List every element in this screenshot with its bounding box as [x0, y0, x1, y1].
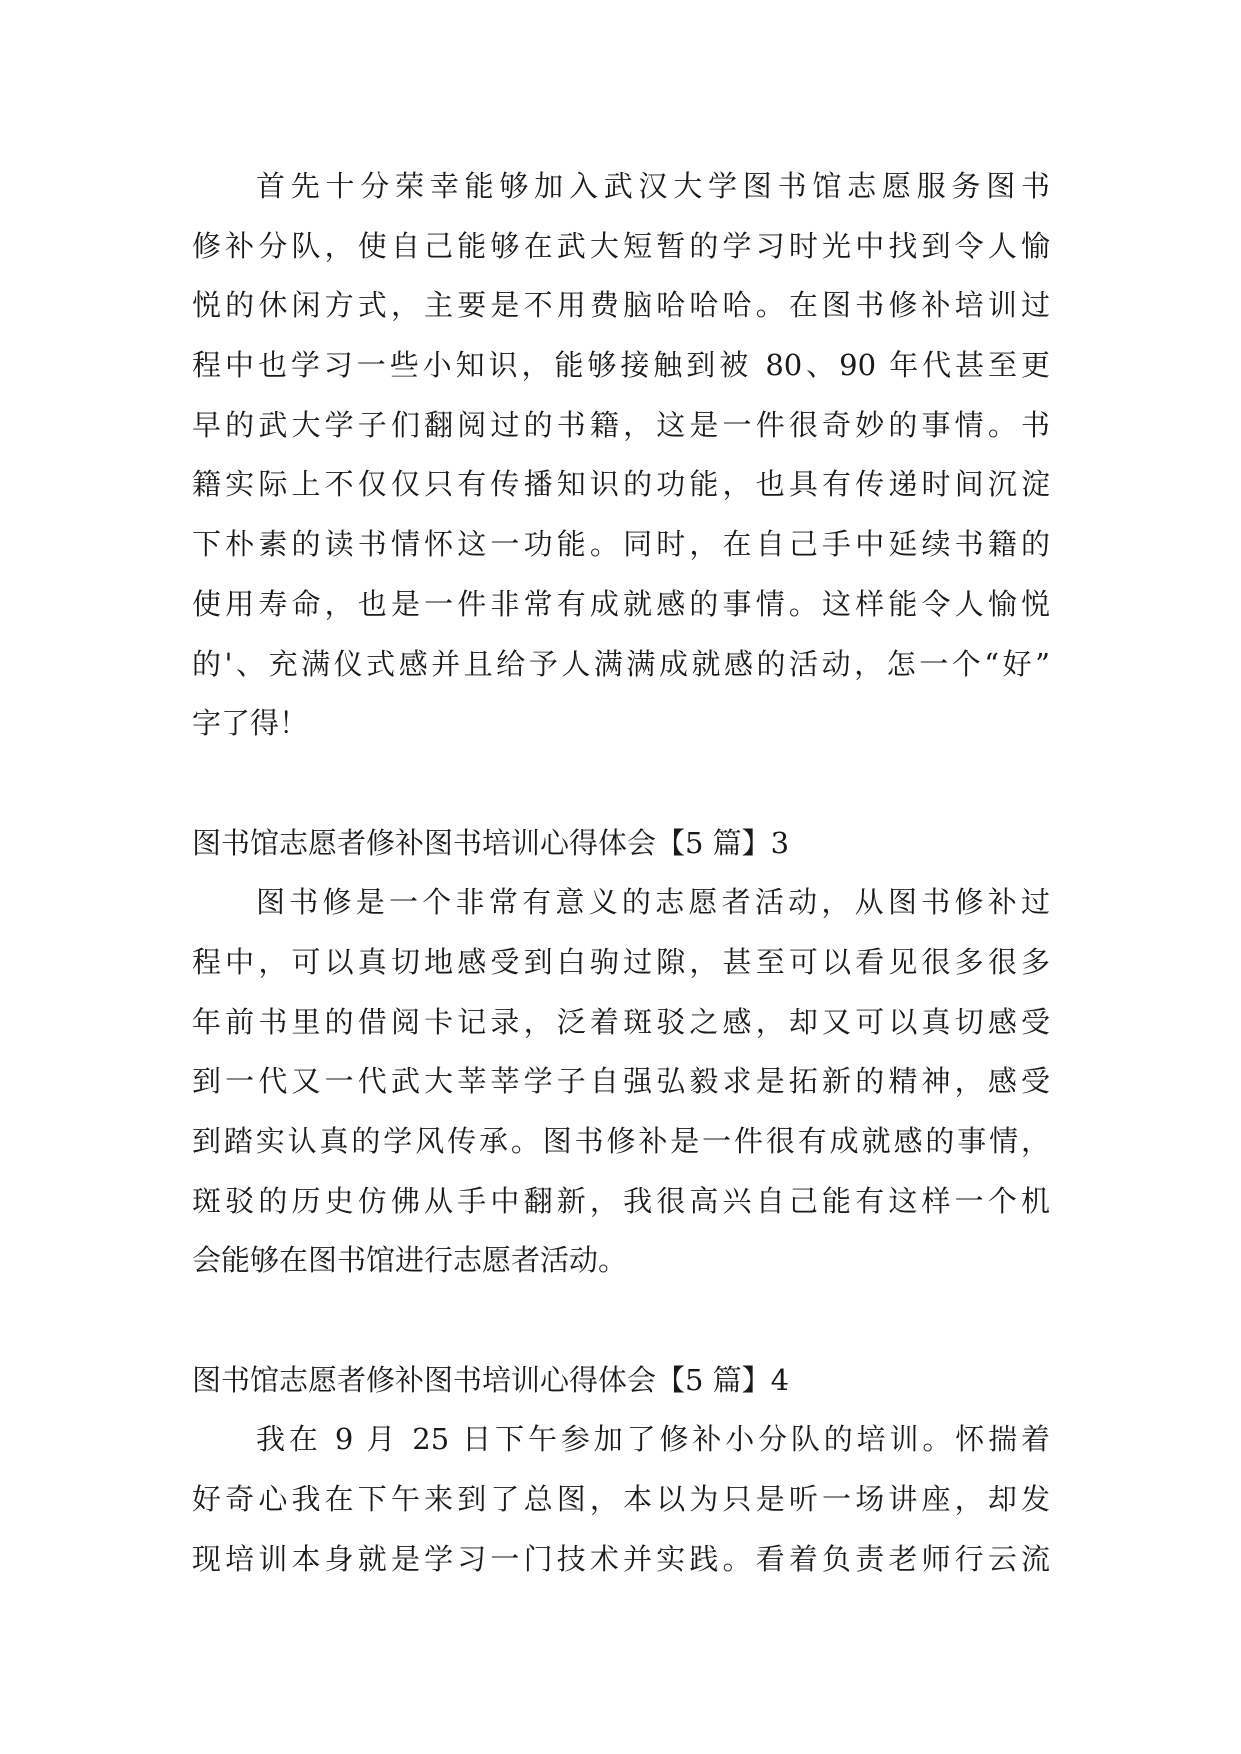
paragraph-line: 斑驳的历史仿佛从手中翻新，我很高兴自己能有这样一个机: [192, 1183, 1050, 1218]
paragraph-line: 好奇心我在下午来到了总图，本以为只是听一场讲座，却发: [192, 1482, 1050, 1517]
paragraph-line: 会能够在图书馆进行志愿者活动。: [192, 1243, 628, 1278]
paragraph-line: 到踏实认真的学风传承。图书修补是一件很有成就感的事情，: [192, 1124, 1050, 1158]
paragraph-2: [192, 873, 1050, 1291]
section-heading: 图书馆志愿者修补图书培训心得体会【5 篇】3: [192, 825, 790, 860]
section-spacer: [192, 754, 1050, 814]
paragraph-line: 现培训本身就是学习一门技术并实践。看着负责老师行云流: [192, 1541, 1050, 1576]
paragraph-line: 的'、充满仪式感并且给予人满满成就感的活动，怎一个“好”: [192, 646, 1050, 681]
paragraph-line: 字了得！: [192, 706, 309, 741]
paragraph-line: 修补分队，使自己能够在武大短暂的学习时光中找到令人愉: [192, 228, 1050, 263]
paragraph-line: 到一代又一代武大莘莘学子自强弘毅求是拓新的精神，感受: [192, 1064, 1050, 1099]
paragraph-line: 年前书里的借阅卡记录，泛着斑驳之感，却又可以真切感受: [192, 1004, 1050, 1039]
paragraph-line: 图书修是一个非常有意义的志愿者活动，从图书修补过: [256, 885, 1050, 920]
paragraph-line: 首先十分荣幸能够加入武汉大学图书馆志愿服务图书: [256, 169, 1050, 203]
paragraph-line: 早的武大学子们翻阅过的书籍，这是一件很奇妙的事情。书: [192, 407, 1050, 442]
document-body: [192, 157, 1050, 1590]
paragraph-line: 悦的休闲方式，主要是不用费脑哈哈哈。在图书修补培训过: [192, 288, 1050, 323]
paragraph-line: 籍实际上不仅仅只有传播知识的功能，也具有传递时间沉淀: [192, 467, 1050, 502]
paragraph-3: [192, 1410, 1050, 1589]
paragraph-line: 使用寿命，也是一件非常有成就感的事情。这样能令人愉悦: [192, 586, 1050, 621]
paragraph-line: 我在 9 月 25 日下午参加了修补小分队的培训。怀揣着: [256, 1422, 1050, 1457]
section-heading: 图书馆志愿者修补图书培训心得体会【5 篇】4: [192, 1362, 790, 1397]
section-spacer: [192, 1291, 1050, 1351]
paragraph-line: 程中，可以真切地感受到白驹过隙，甚至可以看见很多很多: [192, 944, 1050, 979]
paragraph-line: 下朴素的读书情怀这一功能。同时，在自己手中延续书籍的: [192, 527, 1050, 562]
paragraph-line: 程中也学习一些小知识，能够接触到被 80、90 年代甚至更: [192, 348, 1050, 383]
paragraph-1: [192, 157, 1050, 754]
